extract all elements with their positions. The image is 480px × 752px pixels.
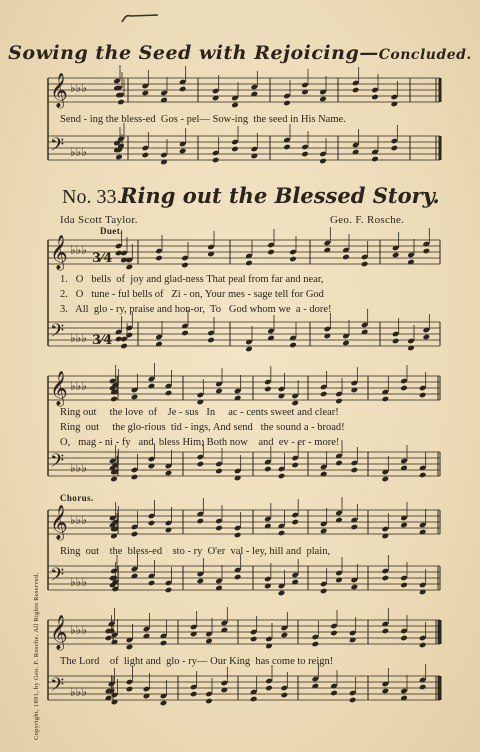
- treble-clef-icon: 𝄞: [50, 371, 68, 406]
- lyric-concluded: Send - ing the bless-ed Gos - pel— Sow-ing the seed in His Name.: [60, 114, 346, 125]
- lyric-verse-3a: 3. All glo - ry, praise and hon-or, To God whom we a - dore!: [60, 304, 332, 315]
- concluded-title-main: Sowing the Seed with Rejoicing—: [8, 42, 379, 64]
- lyric-verse-1a: 1. O bells of joy and glad-ness That peal from far and near,: [60, 274, 324, 285]
- key-signature-flats-icon: ♭♭♭: [70, 379, 87, 393]
- bass-clef-icon: 𝄢: [50, 675, 65, 700]
- treble-clef-icon: 𝄞: [50, 615, 68, 650]
- bass-clef-icon: 𝄢: [50, 451, 65, 476]
- time-signature: 3⁄4: [92, 251, 113, 266]
- key-signature-flats-icon: ♭♭♭: [70, 81, 87, 95]
- key-signature-flats-icon: ♭♭♭: [70, 331, 87, 345]
- lyric-chorus-2: The Lord of light and glo - ry— Our King has come to reign!: [60, 656, 334, 667]
- key-signature-flats-icon: ♭♭♭: [70, 685, 87, 699]
- bass-clef-icon: 𝄢: [50, 135, 65, 160]
- treble-clef-icon: 𝄞: [50, 235, 68, 270]
- time-signature: 3⁄4: [92, 333, 113, 348]
- treble-clef-icon: 𝄞: [50, 73, 68, 108]
- lyric-verse-1b: Ring out the love of Je - sus In ac - cents sweet and clear!: [60, 407, 339, 418]
- duet-label: Duet.: [100, 226, 123, 236]
- pen-mark: [120, 10, 160, 26]
- lyric-verse-3b: O, mag - ni - fy and bless Him; Both now and ev - er - more!: [60, 437, 340, 448]
- key-signature-flats-icon: ♭♭♭: [70, 243, 87, 257]
- key-signature-flats-icon: ♭♭♭: [70, 623, 87, 637]
- lyric-verse-2b: Ring out the glo-rious tid - ings, And send the sound a - broad!: [60, 422, 345, 433]
- key-signature-flats-icon: ♭♭♭: [70, 575, 87, 589]
- treble-clef-icon: 𝄞: [50, 505, 68, 540]
- chorus-label: Chorus.: [60, 493, 94, 503]
- key-signature-flats-icon: ♭♭♭: [70, 513, 87, 527]
- hymn-title: Ring out the Blessed Story.: [120, 183, 440, 208]
- key-signature-flats-icon: ♭♭♭: [70, 145, 87, 159]
- copyright-notice: Copyright, 1891, by Geo. F. Rosche. All Rights Reserved.: [33, 572, 40, 740]
- bass-clef-icon: 𝄢: [50, 565, 65, 590]
- lyricist-credit: Ida Scott Taylor.: [60, 214, 138, 226]
- key-signature-flats-icon: ♭♭♭: [70, 461, 87, 475]
- hymn-number: No. 33.: [62, 186, 122, 208]
- concluded-title: [0, 42, 480, 64]
- bass-clef-icon: 𝄢: [50, 321, 65, 346]
- lyric-verse-2a: 2. O tune - ful bells of Zi - on, Your mes - sage tell for God: [60, 289, 324, 300]
- concluded-title-sub: Concluded.: [378, 47, 472, 63]
- composer-credit: Geo. F. Rosche.: [330, 214, 405, 226]
- lyric-chorus-1: Ring out the bless-ed sto - ry O'er val - ley, hill and plain,: [60, 546, 331, 557]
